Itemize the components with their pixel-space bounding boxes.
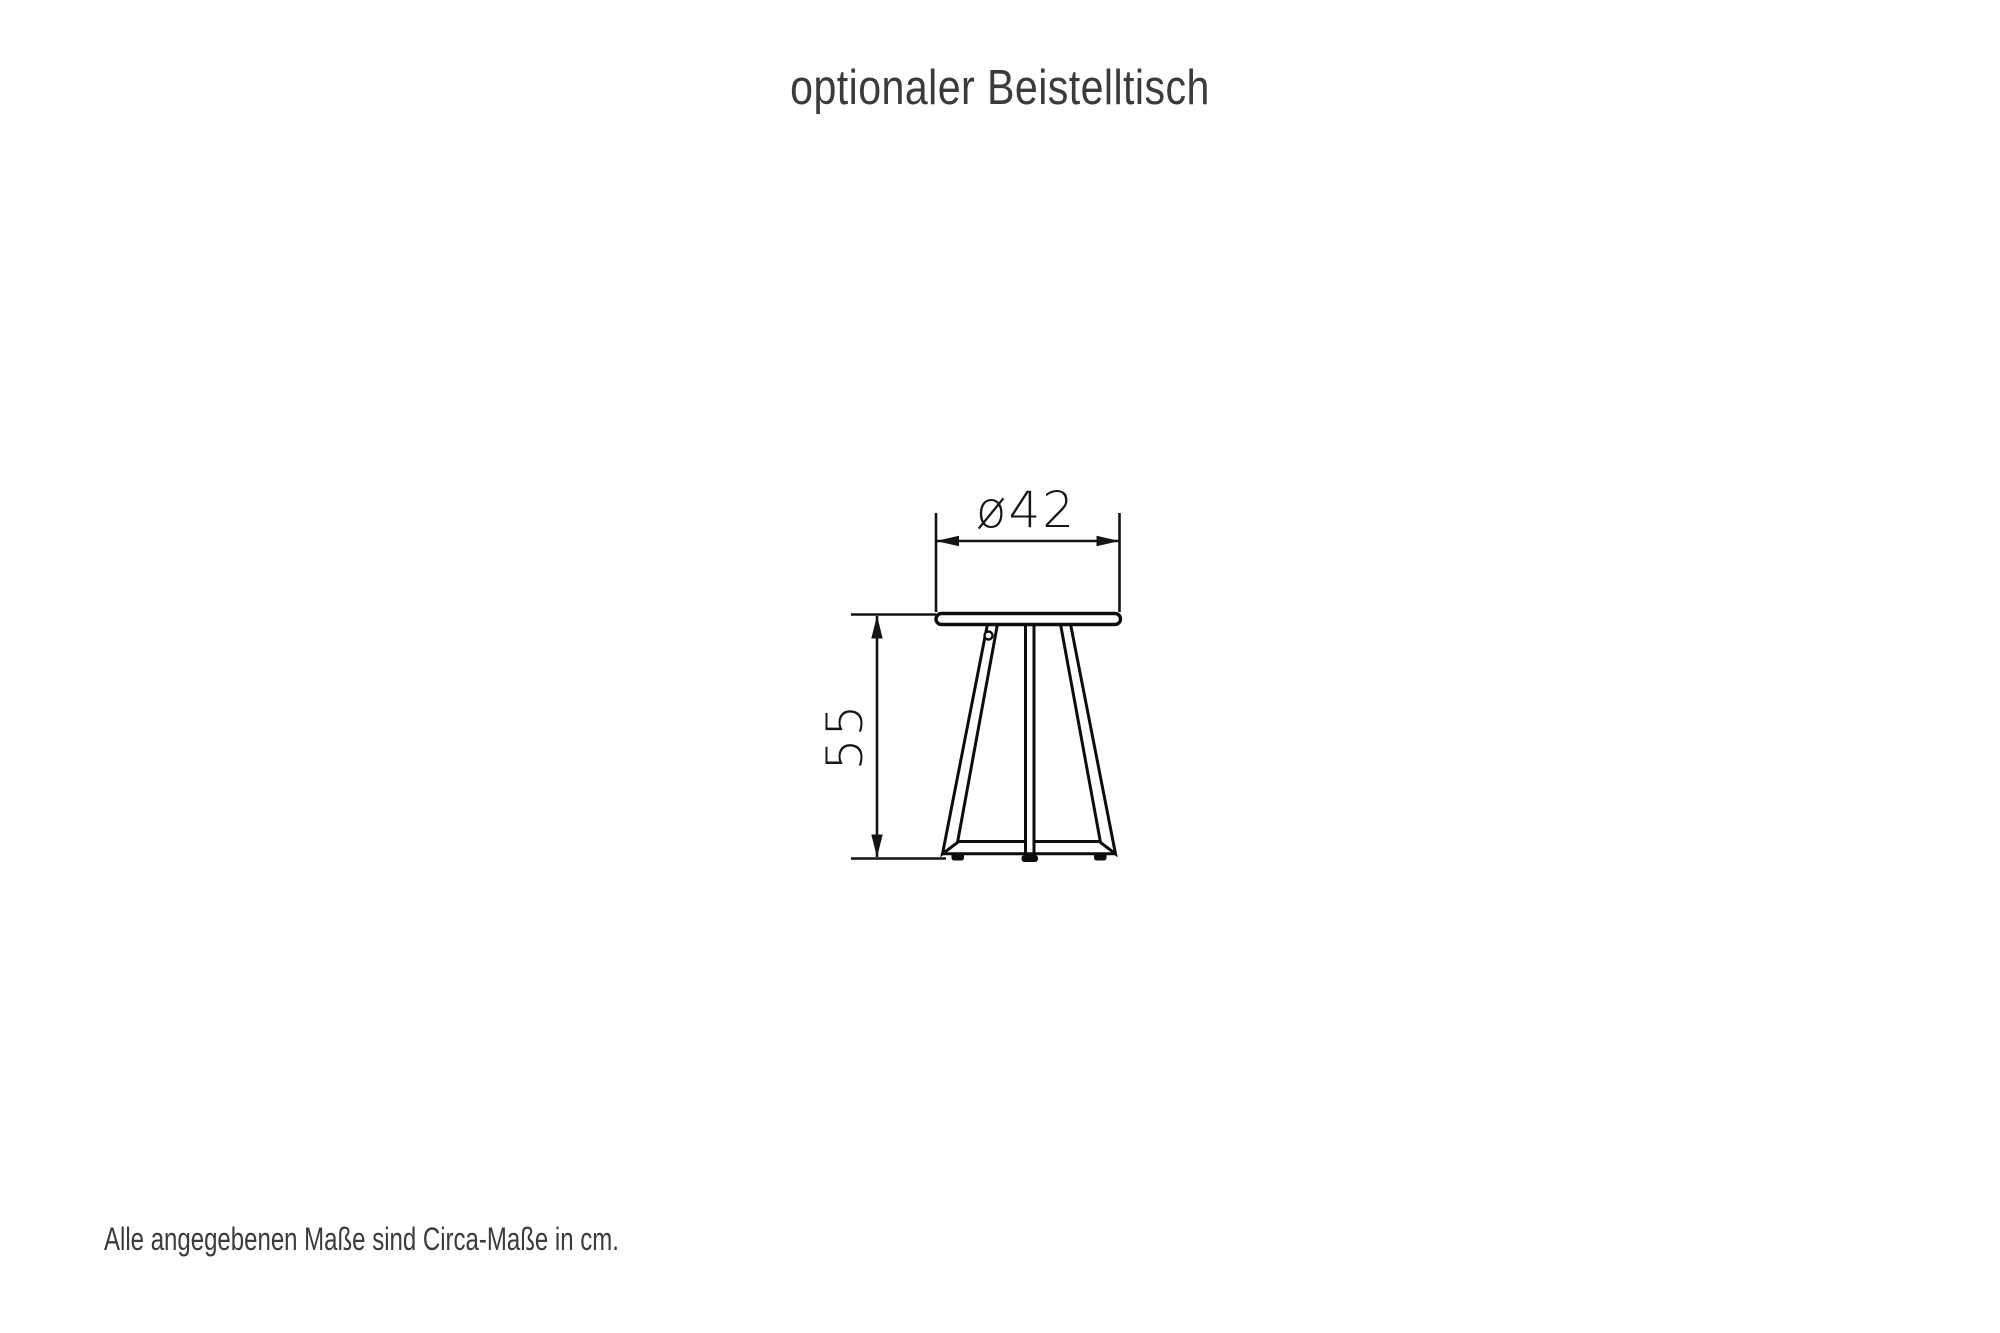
height-dimension-label: 55: [816, 702, 874, 771]
width-dimension: [936, 481, 1120, 612]
right-leg: [1061, 624, 1116, 854]
table-technical-drawing: [790, 450, 1210, 890]
width-dimension-label: ø42: [975, 481, 1077, 539]
height-dimension: [816, 615, 946, 859]
arrowhead-down-icon: [871, 835, 882, 858]
right-foot-glide: [1094, 853, 1107, 861]
arrowhead-right-icon: [1097, 536, 1120, 546]
left-leg: [943, 624, 998, 854]
arrowhead-left-icon: [936, 536, 959, 546]
footnote: Alle angegebenen Maße sind Circa-Maße in cm.: [104, 1221, 619, 1257]
tabletop: [936, 614, 1121, 625]
screw-hole-detail: [985, 632, 993, 640]
left-foot-glide: [952, 853, 965, 861]
page-title: optionaler Beistelltisch: [790, 61, 1210, 115]
center-leg: [1026, 624, 1035, 857]
side-table-outline: [936, 614, 1121, 863]
arrowhead-up-icon: [871, 616, 882, 639]
